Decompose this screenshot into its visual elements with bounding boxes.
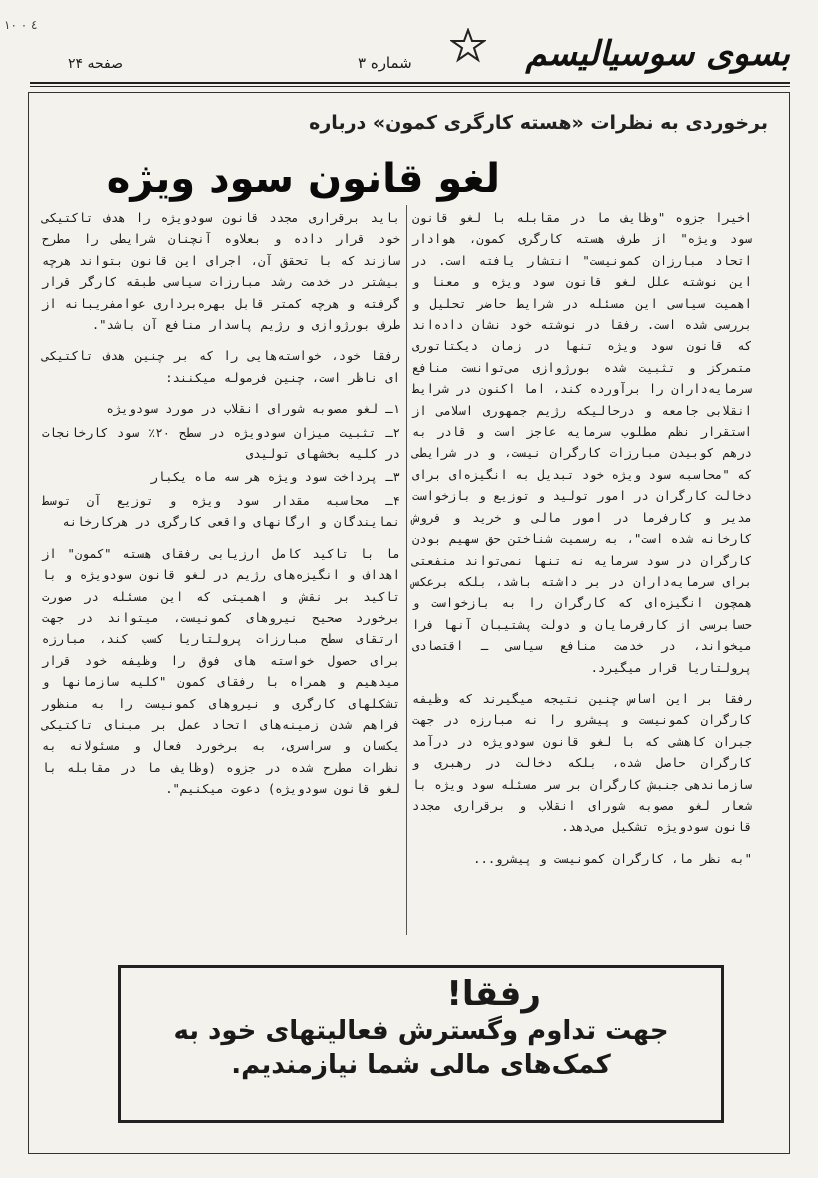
donation-appeal-box [118,965,724,1123]
right-paragraph-2: رفقا بر این اساس چنین نتیجه میگیرند که وظیفه کارگران کمونیست و پیشرو را نه مبارزه در جهت جبران کاهشی که با لغو قانون سودویژه در درآمد کارگران حاصل شده، بلکه دخالت در رهبری و سازماندهی جنبش کارگران بر سر مسئله سود ویژه با شعار لغو مصوبه شورای انقلاب و برقراری مجدد قانون سودویژه تشکیل می‌دهد. [412,691,752,835]
star-icon [450,28,486,64]
right-paragraph-1: اخیرا جزوه "وظایف ما در مقابله با لغو قانون سود ویژه" از طرف هسته کارگری کمون، هوادار اتحاد مبارزان کمونیست" انتشار یافته است. در این نوشته علل لغو قانون سود ویژه و معنا و اهمیت سیاسی این مسئله در شرایط حاضر تحلیل و بررسی شده است. رفقا در نوشته خود نشان داده‌اند که قانون سود ویژه تنها در زمان دیکتاتوری متمرکز و تثبیت شده بورژوازی می‌توانست منافع سرمایه‌داران را برآورده کند، اما اکنون در شرایط انقلابی جامعه و درحالیکه رژیم جمهوری اسلامی از استقرار نظم مطلوب سرمایه عاجز است و قادر به درهم کوبیدن مبارزات کارگران نیست، و در شرایطی که "محاسبه سود ویژه خود تبدیل به انگیزه‌ای برای دخالت کارگران در امور تولید و توزیع و بازخواست مدیر و کارفرما در امور مالی و خرید و فروش کارخانه شده است"، به رسمیت شناختن حق سهیم بودن کارگران در سود سرمایه نه تنها نمی‌تواند منفعتی برای سرمایه‌داران در بر داشته باشد، بلکه برعکس همچون انگیزه‌ای که کارگران را به بازخواست و حسابرسی از کارفرمایان و دولت پشتیبان آنها فرا میخواند، در خدمت منافع سیاسی ـ اقتصادی پرولتاریا قرار میگیرد. [412,211,752,675]
column-divider [406,205,407,935]
right-paragraph-3: "به نظر ما، کارگران کمونیست و پیشرو... [473,851,752,866]
newspaper-title: بسوی سوسیالیسم [525,34,790,74]
appeal-line-1: جهت تداوم وگسترش فعالیتهای خود به [173,1016,669,1046]
article-headline: لغو قانون سود ویژه [106,156,500,202]
masthead-rule [30,82,790,84]
left-column [42,208,400,933]
corner-mark: ٤ ٠ ١٠ [4,18,38,32]
left-formula: رفقا خود، خواسته‌هایی را که بر چنین هدف تاکتیکی ای ناظر است، چنین فرموله میکنند: [42,349,400,385]
masthead [30,28,790,84]
appeal-heading: رفقا! [446,974,541,1014]
issue-number: شماره ۳ [358,54,412,72]
left-intro: باید برقراری مجدد قانون سودویژه را هدف تاکتیکی خود قرار داده و بعلاوه آنچنان شرایطی را مطرح سازند که با تحقق آن، اجرای این قانون بتواند هرچه بیشتر در خدمت رشد مبارزات سیاسی طبقه کارگر قرار گرفته و هرچه کمتر قابل بهره‌برداری عوامفریبانه از طرف بورژوازی و رژیم پاسدار منافع آن باشد". [42,211,400,333]
demand-item-1: ۱ـ لغو مصوبه شورای انقلاب در مورد سودویژه [106,402,400,417]
demand-item-4: ۴ـ محاسبه مقدار سود ویژه و توزیع آن توسط نمایندگان و ارگانهای واقعی کارگری در هرکارخانه [42,493,400,530]
demand-item-3: ۳ـ پرداخت سود ویژه هر سه ماه یکبار [150,470,400,485]
page-number: صفحه ۲۴ [68,56,124,72]
appeal-line-2: کمک‌های مالی شما نیازمندیم. [231,1050,611,1080]
masthead-rule-thin [30,86,790,87]
left-conclusion: ما با تاکید کامل ارزیابی رفقای هسته "کمون" از اهداف و انگیزه‌های رژیم در لغو قانون سودویژه و با تاکید بر نقش و اهمیتی که این مسئله در صورت برخورد صحیح نیروهای کمونیست، میتواند در جهت ارتقای سطح مبارزات پرولتاریا کسب کند، مبارزه برای حصول خواسته های فوق را وظیفه خود قرار میدهیم و همراه با رفقای کمون "کلیه سازمانها و تشکلهای کارگری و نیروهای کمونیست را به منظور فراهم شدن زمینه‌های اتحاد عمل بر مبنای تاکتیکی یکسان و سراسری، به برخورد فعال و مسئولانه به نظرات مطرح شده در جزوه (وظایف ما در مقابله با لغو قانون سودویژه) دعوت میکنیم". [42,546,400,797]
article-kicker: برخوردی به نظرات «هسته کارگری کمون» درباره [309,112,768,134]
demand-item-2: ۲ـ تثبیت میزان سودویژه در سطح ۲۰٪ سود کارخانجات در کلیه بخشهای تولیدی [42,425,400,462]
right-column [412,208,752,928]
